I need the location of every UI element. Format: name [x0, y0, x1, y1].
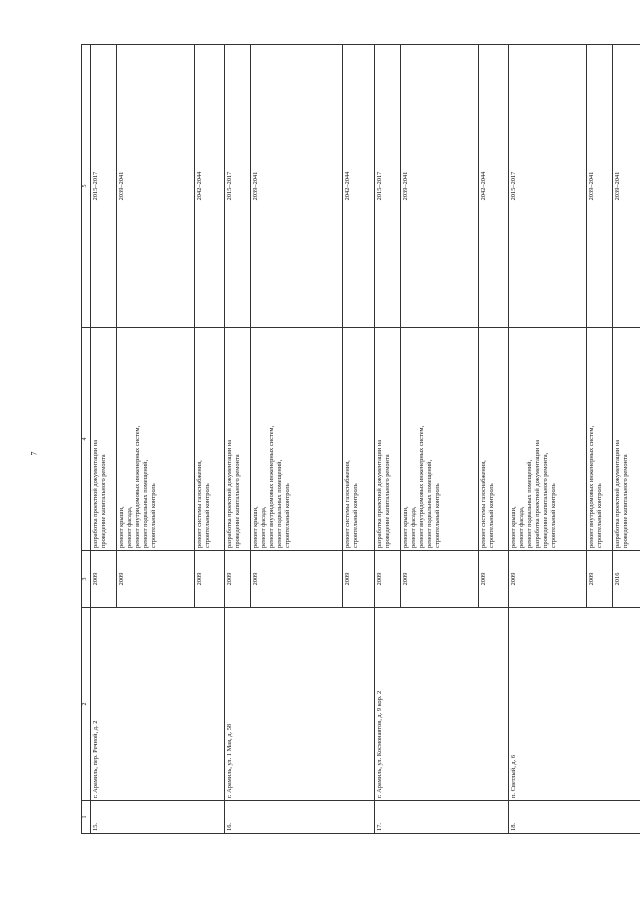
year-built: 2009	[400, 551, 478, 608]
work-item: проведение капитального ремонта	[383, 454, 391, 548]
works-list	[250, 328, 342, 551]
work-item: строительный контроль	[595, 483, 603, 548]
work-item: ремонт фасада,	[409, 506, 417, 548]
works-list	[374, 328, 400, 551]
repair-period: 2042–2044	[478, 45, 508, 328]
work-item: ремонт внутридомовых инженерных систем,	[587, 425, 595, 548]
year-built: 2009	[586, 551, 612, 608]
object-address: г. Арамиль, ул. 1 Мая, д. 58	[224, 608, 374, 801]
work-item: ремонт системы газоснабжения,	[195, 460, 203, 548]
table-row	[90, 45, 116, 834]
work-item: ремонт подвальных помещений,	[525, 459, 533, 548]
work-item: строительный контроль	[487, 483, 495, 548]
repair-period: 2039–2041	[250, 45, 342, 328]
rotated-page	[81, 70, 629, 834]
works-list	[342, 328, 374, 551]
work-item: строительный контроль	[283, 483, 291, 548]
work-item: проведение капитального ремонта	[99, 454, 107, 548]
year-built: 2016	[612, 551, 640, 608]
works-list	[478, 328, 508, 551]
work-item: разработка проектной документации на	[613, 439, 621, 548]
header-cell: 5	[82, 45, 91, 328]
object-address: г. Арамиль, ул. Космонавтов, д. 9 кор. 2	[374, 608, 508, 801]
repair-period: 2039–2041	[116, 45, 194, 328]
work-item: ремонт подвальных помещений,	[141, 459, 149, 548]
year-built: 2009	[224, 551, 250, 608]
object-number: 15.	[90, 801, 224, 834]
work-item: ремонт подвальных помещений,	[275, 459, 283, 548]
repair-period: 2039–2041	[586, 45, 612, 328]
year-built: 2009	[508, 551, 586, 608]
repair-period: 2039–2041	[400, 45, 478, 328]
works-list	[612, 328, 640, 551]
year-built: 2009	[250, 551, 342, 608]
work-item: ремонт крыши,	[401, 506, 409, 548]
work-item: проведение капитального ремонта	[621, 454, 629, 548]
work-item: строительный контроль	[351, 483, 359, 548]
table-row	[508, 45, 586, 834]
repair-period: 2015–2017	[90, 45, 116, 328]
works-list	[586, 328, 612, 551]
work-item: разработка проектной документации на	[375, 439, 383, 548]
work-item: проведение капитального ремонта,	[541, 452, 549, 548]
table-row	[224, 45, 250, 834]
work-item: ремонт крыши,	[251, 506, 259, 548]
work-item: строительный контроль	[203, 483, 211, 548]
work-item: ремонт внутридомовых инженерных систем,	[417, 425, 425, 548]
work-item: ремонт фасада,	[125, 506, 133, 548]
work-item: ремонт системы газоснабжения,	[343, 460, 351, 548]
header-cell: 2	[82, 608, 91, 801]
year-built: 2009	[116, 551, 194, 608]
header-cell: 3	[82, 551, 91, 608]
work-item: ремонт внутридомовых инженерных систем,	[133, 425, 141, 548]
work-item: разработка проектной документации на	[533, 439, 541, 548]
work-item: строительный контроль	[549, 483, 557, 548]
year-built: 2009	[374, 551, 400, 608]
repair-period: 2042–2044	[194, 45, 224, 328]
work-item: проведение капитального ремонта	[233, 454, 241, 548]
work-item: ремонт фасада,	[517, 506, 525, 548]
object-number: 18.	[508, 801, 640, 834]
year-built: 2009	[342, 551, 374, 608]
work-item: ремонт крыши,	[509, 506, 517, 548]
works-list	[224, 328, 250, 551]
object-number: 16.	[224, 801, 374, 834]
year-built: 2009	[194, 551, 224, 608]
object-address: г. Арамиль, пер. Речной, д. 2	[90, 608, 224, 801]
object-number: 17.	[374, 801, 508, 834]
header-row	[82, 45, 91, 834]
repair-period: 2015–2017	[224, 45, 250, 328]
object-address: п. Светлый, д. 6	[508, 608, 640, 801]
works-list	[194, 328, 224, 551]
year-built: 2009	[478, 551, 508, 608]
work-item: ремонт крыши,	[117, 506, 125, 548]
work-item: ремонт внутридомовых инженерных систем,	[267, 425, 275, 548]
works-list	[508, 328, 586, 551]
header-cell: 4	[82, 328, 91, 551]
year-built: 2009	[90, 551, 116, 608]
repair-period: 2042–2044	[342, 45, 374, 328]
work-item: ремонт фасада,	[259, 506, 267, 548]
repair-period: 2039–2041	[612, 45, 640, 328]
page-number: 7	[29, 451, 39, 456]
work-item: строительный контроль	[149, 483, 157, 548]
works-list	[116, 328, 194, 551]
repair-period: 2015–2017	[374, 45, 400, 328]
table-row	[374, 45, 400, 834]
works-list	[400, 328, 478, 551]
works-list	[90, 328, 116, 551]
work-item: строительный контроль	[433, 483, 441, 548]
work-item: ремонт подвальных помещений,	[425, 459, 433, 548]
repair-schedule-table	[81, 44, 640, 834]
header-cell: 1	[82, 801, 91, 834]
repair-period: 2015–2017	[508, 45, 586, 328]
work-item: разработка проектной документации на	[91, 439, 99, 548]
work-item: ремонт системы газоснабжения,	[479, 460, 487, 548]
work-item: разработка проектной документации на	[225, 439, 233, 548]
